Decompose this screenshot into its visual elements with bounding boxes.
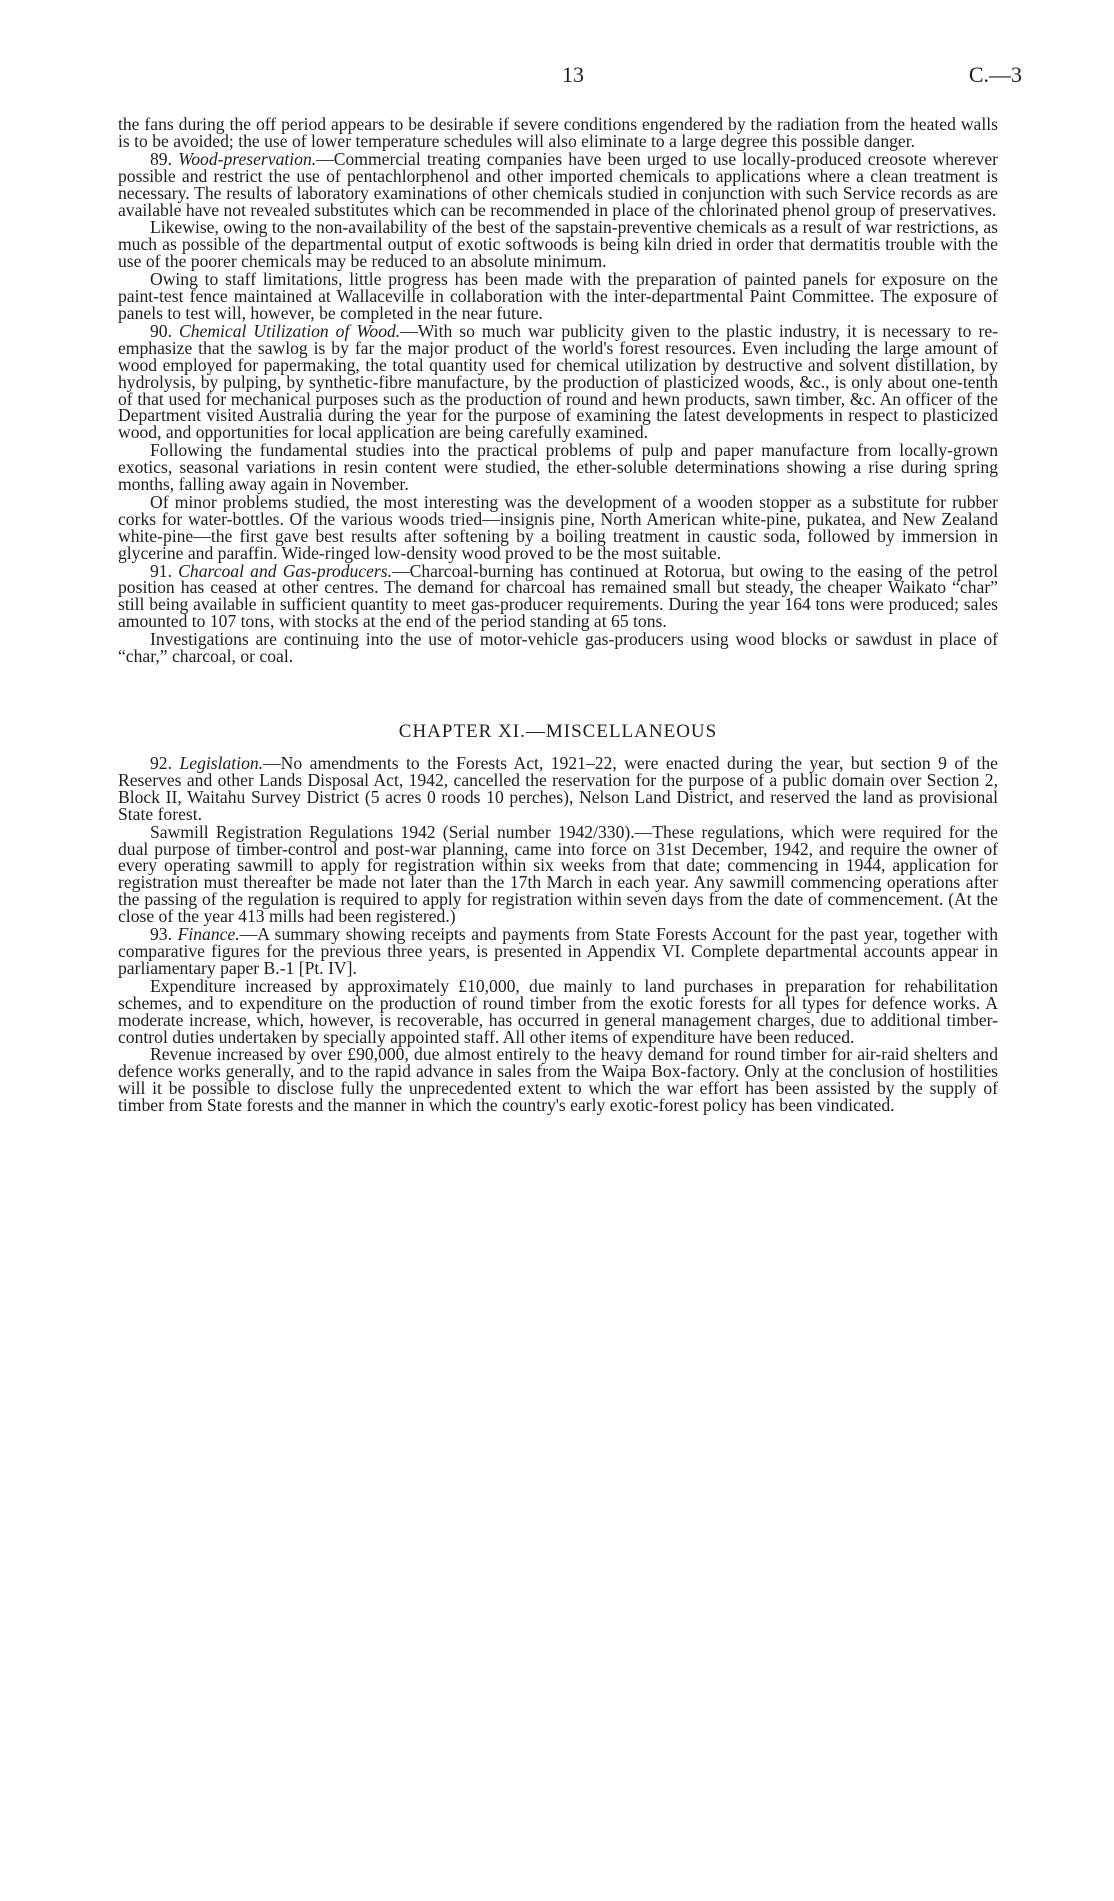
section-heading: Finance. [177, 924, 240, 945]
paragraph: Investigations are continuing into the use of motor-vehicle gas-producers using wood blocks or sawdust in place of “char,” charcoal, or coal. [118, 629, 998, 667]
page-number: 13 [562, 62, 584, 87]
section-heading: Legislation. [179, 753, 264, 773]
paragraph: Owing to staff limitations, little progress has been made with the preparation of painted panels for exposure on the paint-test fence maintained at Wallaceville in collaboration with the inter-departmental Paint Committee. The exposure of panels to test will, however, be completed in the near future. [118, 269, 998, 323]
paragraph-89: 89. Wood-preservation.—Commercial treating companies have been urged to use locally-produced creosote wherever possible and restrict the use of pentachlorphenol and other imported chemicals to applications where a clean treatment is necessary. The results of laboratory examinations of other chemicals studied in conjunction with such Service records as are available have not revealed substitutes which can be recommended in place of the chlorinated phenol group of preservatives. [118, 148, 998, 220]
paragraph: Of minor problems studied, the most interesting was the development of a wooden stopper as a substitute for rubber corks for water-bottles. Of the various woods tried—insignis pine, North American white-pine, pukatea, and New Zealand white-pine—the first gave best results after softening by a boiling treatment in caustic soda, followed by immersion in glycerine and paraffin. Wide-ringed low-density wood proved to be the most suitable. [118, 491, 998, 563]
chapter-title: CHAPTER XI.—MISCELLANEOUS [398, 721, 718, 742]
page-header [0, 62, 1114, 92]
section-heading: Wood-preservation. [178, 148, 317, 169]
paragraph: the fans during the off period appears to be desirable if severe conditions engendered by the radiation from the heated walls is to be avoided; the use of lower temperature schedules will also eliminate to a large degree this possible danger. [118, 114, 998, 151]
section-heading: Charcoal and Gas-producers. [178, 560, 392, 581]
document-code: C.—3 [968, 62, 1022, 87]
paragraph-93: 93. Finance.—A summary showing receipts and payments from State Forests Account for the past year, together with comparative figures for the previous three years, is presented in Appendix VI. Complete departmental accounts appear in parliamentary paper B.-1 [Pt. IV]. [118, 924, 998, 978]
paragraph-number: 91. [150, 560, 172, 581]
paragraph-91: 91. Charcoal and Gas-producers.—Charcoal-burning has continued at Rotorua, but owing to the easing of the petrol position has ceased at other centres. The demand for charcoal has remained small but steady, the cheaper Waikato “char” still being available in sufficient quantity to meet gas-producer requirements. During the year 164 tons were produced; sales amounted to 107 tons, with stocks at the end of the period standing at 65 tons. [118, 560, 998, 632]
paragraph-number: 92. [150, 753, 172, 773]
paragraph: Sawmill Registration Regulations 1942 (Serial number 1942/330).—These regulations, which were required for the dual purpose of timber-control and post-war planning, came into force on 31st December, 1942, and require the owner of every operating sawmill to apply for registration within six weeks from that date; commencing in 1944, application for registration must thereafter be made not later than the 17th March in each year. Any sawmill commencing operations after the passing of the regulation is required to apply for registration within seven days from the date of commencement. (At the close of the year 413 mills had been registered.) [118, 821, 998, 927]
paragraph-number: 90. [150, 320, 172, 341]
paragraph: Revenue increased by over £90,000, due almost entirely to the heavy demand for round timber for air-raid shelters and defence works generally, and to the rapid advance in sales from the Waipa Box-factory. Only at the conclusion of hostilities will it be possible to disclose fully the unprecedented extent to which the war effort has been assisted by the supply of timber from State forests and the manner in which the country's early exotic-forest policy has been vindicated. [118, 1044, 998, 1116]
paragraph: Likewise, owing to the non-availability of the best of the sapstain-preventive chemicals as a result of war restrictions, as much as possible of the departmental output of exotic softwoods is being kiln dried in order that dermatitis trouble with the use of the poorer chemicals may be reduced to an absolute minimum. [118, 217, 998, 272]
section-heading: Chemical Utilization of Wood. [179, 320, 401, 341]
paragraph-number: 93. [150, 924, 172, 945]
paragraph-92: 92. Legislation.—No amendments to the Forests Act, 1921–22, were enacted during the year, but section 9 of the Reserves and other Lands Disposal Act, 1942, cancelled the reservation for the purpose of a public domain over Section 2, Block II, Waitahu Survey District (5 acres 0 roods 10 perches), Nelson Land District, and reserved the land as provisional State forest. [118, 753, 998, 824]
paragraph: Expenditure increased by approximately £10,000, due mainly to land purchases in preparation for rehabilitation schemes, and to expenditure on the production of round timber from the exotic forests for all types for defence works. A moderate increase, which, however, is recoverable, has occurred in general management charges, due to additional timber-control duties undertaken by specially appointed staff. All other items of expenditure have been reduced. [118, 975, 998, 1047]
paragraph: Following the fundamental studies into the practical problems of pulp and paper manufacture from locally-grown exotics, seasonal variations in resin content were studied, the ether-soluble determinations showing a rise during spring months, falling away again in November. [118, 440, 998, 495]
paragraph-90: 90. Chemical Utilization of Wood.—With so much war publicity given to the plastic industry, it is necessary to re-emphasize that the sawlog is by far the major product of the world's forest resources. Even including the large amount of wood employed for papermaking, the total quantity used for chemical utilization by destructive and solvent distillation, by hydrolysis, by pulping, by synthetic-fibre manufacture, by the production of plasticized woods, &c., is only about one-tenth of that used for mechanical purposes such as the production of round and hewn products, sawn timber, &c. An officer of the Department visited Australia during the year for the purpose of examining the latest developments in respect to plasticized wood, and opportunities for local application are being carefully examined. [118, 320, 998, 443]
page-body [118, 116, 998, 1114]
paragraph-number: 89. [150, 148, 172, 169]
